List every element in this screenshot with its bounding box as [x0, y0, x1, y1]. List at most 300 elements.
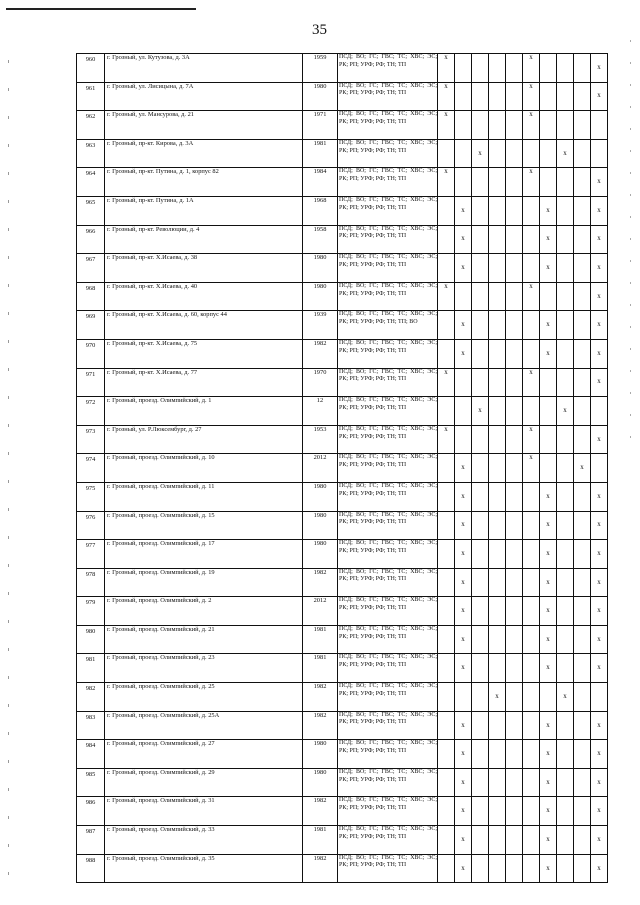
- mark-cell: x: [591, 654, 608, 683]
- mark-cell: [557, 254, 574, 283]
- mark-cell: [472, 740, 489, 769]
- mark-cell: [489, 82, 506, 111]
- mark-cell: [506, 568, 523, 597]
- mark-cell: [455, 397, 472, 426]
- row-number-cell: 981: [77, 654, 105, 683]
- mark-cell: [438, 139, 455, 168]
- mark-cell: [574, 82, 591, 111]
- address-cell: г. Грозный, ул. Р.Люксембург, д. 27: [105, 425, 303, 454]
- address-cell: г. Грозный, проезд. Олимпийский, д. 11: [105, 482, 303, 511]
- mark-cell: [506, 482, 523, 511]
- mark-cell: [557, 111, 574, 140]
- mark-cell: [523, 139, 540, 168]
- year-cell: 2012: [303, 597, 338, 626]
- mark-cell: [455, 139, 472, 168]
- mark-cell: x: [438, 111, 455, 140]
- mark-cell: x: [455, 568, 472, 597]
- work-codes-cell: ПСД; ВО; ГС; ГВС; ТС; ХВС; ЭС; РК; РП; УРФ; РФ; ТН; ТП: [338, 368, 438, 397]
- mark-cell: x: [489, 683, 506, 712]
- mark-cell: [472, 511, 489, 540]
- mark-cell: [489, 454, 506, 483]
- row-number-cell: 979: [77, 597, 105, 626]
- address-cell: г. Грозный, пр-кт. Х.Исаева, д. 38: [105, 254, 303, 283]
- mark-cell: [472, 168, 489, 197]
- table-row: [77, 397, 608, 426]
- row-number-cell: 972: [77, 397, 105, 426]
- mark-cell: [506, 711, 523, 740]
- address-cell: г. Грозный, проезд. Олимпийский, д. 1: [105, 397, 303, 426]
- mark-cell: x: [540, 540, 557, 569]
- mark-cell: x: [540, 311, 557, 340]
- mark-cell: [574, 425, 591, 454]
- mark-cell: [506, 826, 523, 855]
- mark-cell: [472, 339, 489, 368]
- mark-cell: x: [540, 339, 557, 368]
- mark-cell: [438, 511, 455, 540]
- mark-cell: x: [540, 797, 557, 826]
- mark-cell: [489, 768, 506, 797]
- work-codes-cell: ПСД; ВО; ГС; ГВС; ТС; ХВС; ЭС; РК; РП; УРФ; РФ; ТН; ТП: [338, 482, 438, 511]
- mark-cell: [523, 225, 540, 254]
- mark-cell: [438, 625, 455, 654]
- row-number-cell: 960: [77, 54, 105, 83]
- mark-cell: [557, 482, 574, 511]
- year-cell: 1980: [303, 254, 338, 283]
- mark-cell: x: [455, 339, 472, 368]
- address-cell: г. Грозный, пр-кт. Путина, д. 1, корпус 82: [105, 168, 303, 197]
- mark-cell: [438, 654, 455, 683]
- mark-cell: x: [540, 768, 557, 797]
- mark-cell: x: [540, 711, 557, 740]
- mark-cell: [540, 368, 557, 397]
- mark-cell: x: [455, 454, 472, 483]
- mark-cell: [523, 768, 540, 797]
- row-number-cell: 965: [77, 196, 105, 225]
- mark-cell: x: [455, 768, 472, 797]
- row-number-cell: 977: [77, 540, 105, 569]
- mark-cell: x: [591, 54, 608, 83]
- row-number-cell: 985: [77, 768, 105, 797]
- year-cell: 1982: [303, 711, 338, 740]
- mark-cell: [455, 368, 472, 397]
- mark-cell: [557, 82, 574, 111]
- registry-table-body: [77, 54, 608, 883]
- mark-cell: x: [523, 54, 540, 83]
- year-cell: 1981: [303, 139, 338, 168]
- mark-cell: [489, 111, 506, 140]
- mark-cell: x: [540, 654, 557, 683]
- mark-cell: [472, 683, 489, 712]
- row-number-cell: 986: [77, 797, 105, 826]
- mark-cell: [472, 797, 489, 826]
- address-cell: г. Грозный, проезд. Олимпийский, д. 25: [105, 683, 303, 712]
- mark-cell: x: [455, 826, 472, 855]
- mark-cell: x: [591, 254, 608, 283]
- address-cell: г. Грозный, проезд. Олимпийский, д. 10: [105, 454, 303, 483]
- work-codes-cell: ПСД; ВО; ГС; ГВС; ТС; ХВС; ЭС; РК; РП; УРФ; РФ; ТН; ТП: [338, 425, 438, 454]
- mark-cell: [489, 654, 506, 683]
- mark-cell: [489, 196, 506, 225]
- row-number-cell: 975: [77, 482, 105, 511]
- mark-cell: [489, 740, 506, 769]
- address-cell: г. Грозный, пр-кт. Кирова, д. 3А: [105, 139, 303, 168]
- mark-cell: [506, 111, 523, 140]
- mark-cell: [574, 196, 591, 225]
- mark-cell: x: [591, 225, 608, 254]
- mark-cell: [523, 797, 540, 826]
- mark-cell: [472, 425, 489, 454]
- mark-cell: [489, 139, 506, 168]
- address-cell: г. Грозный, проезд. Олимпийский, д. 29: [105, 768, 303, 797]
- mark-cell: [574, 768, 591, 797]
- mark-cell: [489, 568, 506, 597]
- table-row: [77, 540, 608, 569]
- mark-cell: [438, 225, 455, 254]
- mark-cell: x: [472, 397, 489, 426]
- mark-cell: [506, 683, 523, 712]
- work-codes-cell: ПСД; ВО; ГС; ГВС; ТС; ХВС; ЭС; РК; РП; УРФ; РФ; ТН; ТП: [338, 454, 438, 483]
- mark-cell: [523, 482, 540, 511]
- mark-cell: [591, 683, 608, 712]
- mark-cell: x: [455, 711, 472, 740]
- table-row: [77, 339, 608, 368]
- mark-cell: [574, 683, 591, 712]
- mark-cell: x: [557, 397, 574, 426]
- mark-cell: [506, 368, 523, 397]
- mark-cell: [506, 454, 523, 483]
- mark-cell: [523, 511, 540, 540]
- mark-cell: [557, 368, 574, 397]
- mark-cell: [489, 797, 506, 826]
- mark-cell: x: [540, 597, 557, 626]
- address-cell: г. Грозный, проезд. Олимпийский, д. 17: [105, 540, 303, 569]
- mark-cell: [557, 568, 574, 597]
- address-cell: г. Грозный, пр-кт. Х.Исаева, д. 77: [105, 368, 303, 397]
- mark-cell: [557, 768, 574, 797]
- table-row: [77, 740, 608, 769]
- mark-cell: x: [591, 196, 608, 225]
- mark-cell: x: [591, 568, 608, 597]
- mark-cell: [472, 225, 489, 254]
- mark-cell: [574, 54, 591, 83]
- year-cell: 1981: [303, 654, 338, 683]
- year-cell: 1980: [303, 740, 338, 769]
- mark-cell: [574, 139, 591, 168]
- mark-cell: x: [540, 568, 557, 597]
- address-cell: г. Грозный, проезд. Олимпийский, д. 2: [105, 597, 303, 626]
- mark-cell: [557, 625, 574, 654]
- row-number-cell: 984: [77, 740, 105, 769]
- mark-cell: x: [574, 454, 591, 483]
- year-cell: 1968: [303, 196, 338, 225]
- address-cell: г. Грозный, проезд. Олимпийский, д. 21: [105, 625, 303, 654]
- mark-cell: [574, 711, 591, 740]
- mark-cell: [438, 540, 455, 569]
- mark-cell: [540, 82, 557, 111]
- table-row: [77, 54, 608, 83]
- row-number-cell: 971: [77, 368, 105, 397]
- mark-cell: [540, 683, 557, 712]
- table-row: [77, 368, 608, 397]
- mark-cell: x: [557, 139, 574, 168]
- mark-cell: [438, 397, 455, 426]
- year-cell: 12: [303, 397, 338, 426]
- address-cell: г. Грозный, пр-кт. Х.Исаева, д. 60, корпус 44: [105, 311, 303, 340]
- mark-cell: [523, 597, 540, 626]
- mark-cell: [472, 568, 489, 597]
- work-codes-cell: ПСД; ВО; ГС; ГВС; ТС; ХВС; ЭС; РК; РП; УРФ; РФ; ТН; ТП: [338, 540, 438, 569]
- mark-cell: x: [591, 711, 608, 740]
- mark-cell: [591, 139, 608, 168]
- mark-cell: [506, 196, 523, 225]
- table-row: [77, 854, 608, 883]
- address-cell: г. Грозный, ул. Лисицына, д. 7А: [105, 82, 303, 111]
- mark-cell: [574, 654, 591, 683]
- mark-cell: [472, 482, 489, 511]
- mark-cell: [489, 540, 506, 569]
- row-number-cell: 983: [77, 711, 105, 740]
- mark-cell: x: [540, 854, 557, 883]
- mark-cell: x: [523, 282, 540, 311]
- mark-cell: [557, 225, 574, 254]
- work-codes-cell: ПСД; ВО; ГС; ГВС; ТС; ХВС; ЭС; РК; РП; УРФ; РФ; ТН; ТП: [338, 397, 438, 426]
- mark-cell: [557, 511, 574, 540]
- mark-cell: [523, 339, 540, 368]
- mark-cell: [472, 82, 489, 111]
- mark-cell: [472, 625, 489, 654]
- mark-cell: [523, 654, 540, 683]
- mark-cell: [472, 282, 489, 311]
- mark-cell: x: [455, 625, 472, 654]
- mark-cell: [472, 654, 489, 683]
- row-number-cell: 987: [77, 826, 105, 855]
- mark-cell: [574, 282, 591, 311]
- mark-cell: [574, 826, 591, 855]
- table-row: [77, 254, 608, 283]
- mark-cell: [455, 282, 472, 311]
- scan-top-line: [6, 8, 196, 10]
- table-row: [77, 683, 608, 712]
- mark-cell: x: [523, 425, 540, 454]
- mark-cell: [574, 168, 591, 197]
- mark-cell: [472, 54, 489, 83]
- table-row: [77, 568, 608, 597]
- mark-cell: [523, 625, 540, 654]
- work-codes-cell: ПСД; ВО; ГС; ГВС; ТС; ХВС; ЭС; РК; РП; УРФ; РФ; ТН; ТП: [338, 225, 438, 254]
- mark-cell: [574, 568, 591, 597]
- row-number-cell: 973: [77, 425, 105, 454]
- year-cell: 1959: [303, 54, 338, 83]
- mark-cell: [455, 168, 472, 197]
- work-codes-cell: ПСД; ВО; ГС; ГВС; ТС; ХВС; ЭС; РК; РП; УРФ; РФ; ТН; ТП: [338, 683, 438, 712]
- year-cell: 1981: [303, 625, 338, 654]
- mark-cell: [523, 854, 540, 883]
- table-row: [77, 139, 608, 168]
- mark-cell: [489, 54, 506, 83]
- mark-cell: x: [540, 482, 557, 511]
- address-cell: г. Грозный, проезд. Олимпийский, д. 19: [105, 568, 303, 597]
- mark-cell: x: [591, 625, 608, 654]
- mark-cell: x: [438, 368, 455, 397]
- mark-cell: x: [455, 482, 472, 511]
- mark-cell: [591, 454, 608, 483]
- mark-cell: x: [591, 339, 608, 368]
- mark-cell: [591, 397, 608, 426]
- mark-cell: x: [591, 854, 608, 883]
- mark-cell: x: [591, 797, 608, 826]
- scan-margin-mark: [8, 60, 9, 880]
- year-cell: 1982: [303, 797, 338, 826]
- year-cell: 1980: [303, 282, 338, 311]
- mark-cell: [472, 111, 489, 140]
- year-cell: 1982: [303, 683, 338, 712]
- mark-cell: [574, 625, 591, 654]
- page-number: 35: [312, 22, 327, 38]
- mark-cell: x: [455, 511, 472, 540]
- mark-cell: [506, 654, 523, 683]
- mark-cell: [557, 597, 574, 626]
- table-row: [77, 425, 608, 454]
- mark-cell: [489, 254, 506, 283]
- mark-cell: [506, 540, 523, 569]
- work-codes-cell: ПСД; ВО; ГС; ГВС; ТС; ХВС; ЭС; РК; РП; УРФ; РФ; ТН; ТП: [338, 625, 438, 654]
- table-row: [77, 225, 608, 254]
- mark-cell: [523, 397, 540, 426]
- mark-cell: x: [455, 311, 472, 340]
- row-number-cell: 962: [77, 111, 105, 140]
- row-number-cell: 969: [77, 311, 105, 340]
- mark-cell: x: [472, 139, 489, 168]
- mark-cell: [472, 826, 489, 855]
- mark-cell: x: [438, 82, 455, 111]
- mark-cell: [472, 768, 489, 797]
- mark-cell: [472, 311, 489, 340]
- mark-cell: [472, 454, 489, 483]
- year-cell: 1984: [303, 168, 338, 197]
- mark-cell: x: [540, 826, 557, 855]
- mark-cell: [438, 797, 455, 826]
- work-codes-cell: ПСД; ВО; ГС; ГВС; ТС; ХВС; ЭС; РК; РП; УРФ; РФ; ТН; ТП: [338, 196, 438, 225]
- mark-cell: x: [591, 540, 608, 569]
- mark-cell: x: [591, 311, 608, 340]
- mark-cell: x: [455, 196, 472, 225]
- work-codes-cell: ПСД; ВО; ГС; ГВС; ТС; ХВС; ЭС; РК; РП; УРФ; РФ; ТН; ТП: [338, 654, 438, 683]
- mark-cell: [557, 654, 574, 683]
- year-cell: 1953: [303, 425, 338, 454]
- mark-cell: [438, 683, 455, 712]
- mark-cell: x: [455, 540, 472, 569]
- mark-cell: [489, 511, 506, 540]
- mark-cell: [489, 711, 506, 740]
- mark-cell: [557, 711, 574, 740]
- row-number-cell: 982: [77, 683, 105, 712]
- mark-cell: [489, 854, 506, 883]
- mark-cell: [438, 711, 455, 740]
- mark-cell: x: [591, 826, 608, 855]
- mark-cell: [438, 826, 455, 855]
- year-cell: 1982: [303, 568, 338, 597]
- mark-cell: [557, 797, 574, 826]
- work-codes-cell: ПСД; ВО; ГС; ГВС; ТС; ХВС; ЭС; РК; РП; УРФ; РФ; ТН; ТП: [338, 711, 438, 740]
- mark-cell: [506, 597, 523, 626]
- mark-cell: [574, 254, 591, 283]
- mark-cell: [523, 540, 540, 569]
- mark-cell: [557, 339, 574, 368]
- row-number-cell: 964: [77, 168, 105, 197]
- year-cell: 1980: [303, 511, 338, 540]
- mark-cell: x: [540, 254, 557, 283]
- mark-cell: x: [438, 54, 455, 83]
- mark-cell: x: [540, 740, 557, 769]
- mark-cell: [574, 225, 591, 254]
- mark-cell: x: [455, 740, 472, 769]
- year-cell: 1980: [303, 82, 338, 111]
- mark-cell: [523, 740, 540, 769]
- mark-cell: x: [540, 196, 557, 225]
- mark-cell: [540, 54, 557, 83]
- mark-cell: [591, 111, 608, 140]
- mark-cell: [557, 540, 574, 569]
- mark-cell: [523, 568, 540, 597]
- mark-cell: x: [591, 425, 608, 454]
- mark-cell: x: [591, 511, 608, 540]
- mark-cell: x: [523, 454, 540, 483]
- table-row: [77, 711, 608, 740]
- mark-cell: [506, 425, 523, 454]
- mark-cell: x: [523, 168, 540, 197]
- mark-cell: [489, 625, 506, 654]
- mark-cell: [438, 311, 455, 340]
- year-cell: 1982: [303, 854, 338, 883]
- mark-cell: x: [591, 368, 608, 397]
- mark-cell: [438, 339, 455, 368]
- year-cell: 2012: [303, 454, 338, 483]
- mark-cell: x: [523, 82, 540, 111]
- mark-cell: [506, 625, 523, 654]
- mark-cell: [455, 111, 472, 140]
- mark-cell: [506, 168, 523, 197]
- mark-cell: x: [455, 597, 472, 626]
- mark-cell: [523, 826, 540, 855]
- mark-cell: [438, 196, 455, 225]
- mark-cell: x: [438, 168, 455, 197]
- year-cell: 1958: [303, 225, 338, 254]
- mark-cell: [574, 740, 591, 769]
- year-cell: 1980: [303, 540, 338, 569]
- address-cell: г. Грозный, проезд. Олимпийский, д. 15: [105, 511, 303, 540]
- mark-cell: [523, 196, 540, 225]
- mark-cell: [523, 711, 540, 740]
- mark-cell: [574, 797, 591, 826]
- mark-cell: [438, 568, 455, 597]
- work-codes-cell: ПСД; ВО; ГС; ГВС; ТС; ХВС; ЭС; РК; РП; УРФ; РФ; ТН; ТП: [338, 111, 438, 140]
- mark-cell: [489, 339, 506, 368]
- mark-cell: [506, 282, 523, 311]
- year-cell: 1982: [303, 339, 338, 368]
- mark-cell: [438, 768, 455, 797]
- mark-cell: x: [591, 82, 608, 111]
- year-cell: 1971: [303, 111, 338, 140]
- mark-cell: [489, 597, 506, 626]
- row-number-cell: 978: [77, 568, 105, 597]
- mark-cell: [540, 425, 557, 454]
- work-codes-cell: ПСД; ВО; ГС; ГВС; ТС; ХВС; ЭС; РК; РП; УРФ; РФ; ТН; ТП: [338, 826, 438, 855]
- address-cell: г. Грозный, пр-кт. Х.Исаева, д. 40: [105, 282, 303, 311]
- mark-cell: x: [557, 683, 574, 712]
- mark-cell: [472, 597, 489, 626]
- mark-cell: [472, 711, 489, 740]
- mark-cell: [557, 282, 574, 311]
